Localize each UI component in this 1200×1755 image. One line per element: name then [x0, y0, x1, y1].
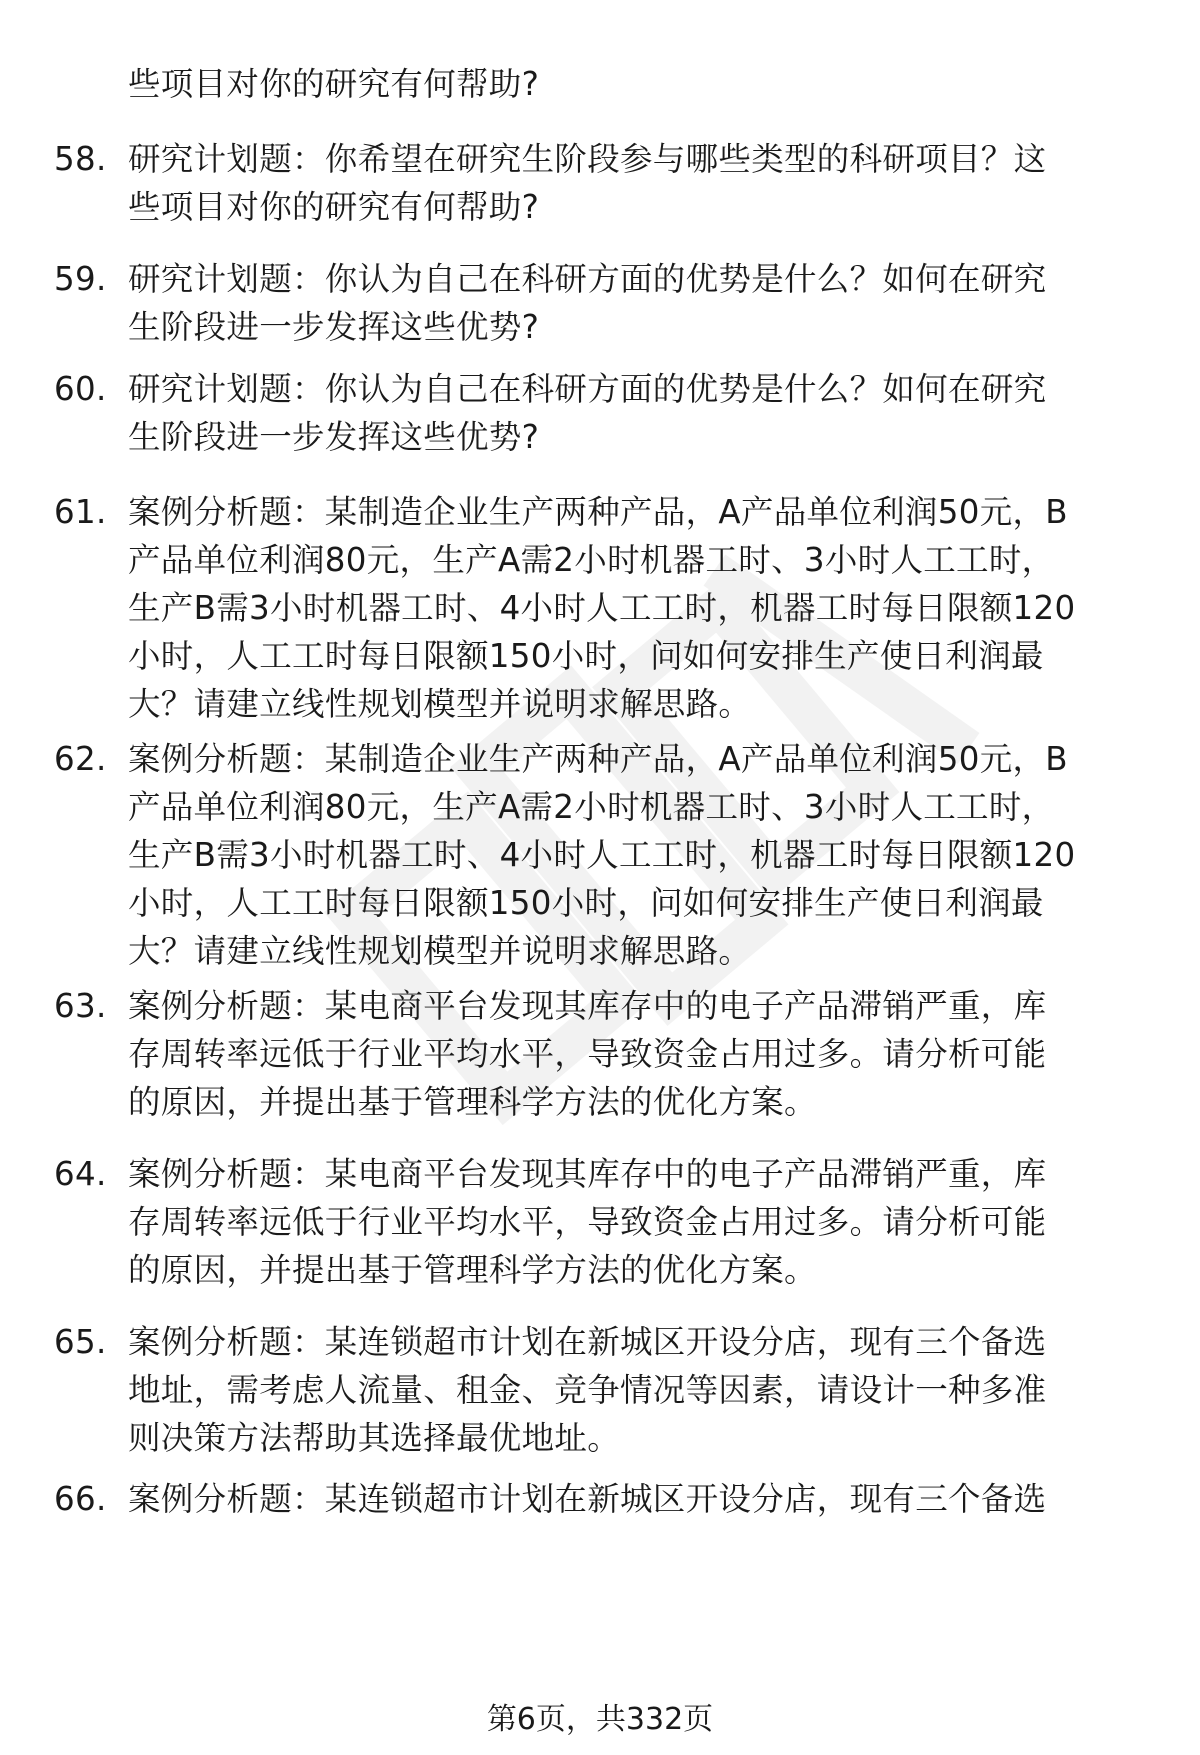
question-number: 60. — [54, 370, 107, 408]
question-text — [128, 488, 1178, 728]
question-text-line: 案例分析题：某电商平台发现其库存中的电子产品滞销严重，库 — [128, 1155, 1047, 1193]
question-text-line: 案例分析题：某电商平台发现其库存中的电子产品滞销严重，库 — [128, 987, 1047, 1025]
question-text — [128, 1318, 1178, 1462]
question-text-line: 的原因，并提出基于管理科学方法的优化方案。 — [128, 1251, 817, 1289]
question-number: 64. — [54, 1155, 107, 1193]
question-text — [128, 365, 1178, 461]
question-text — [128, 982, 1178, 1126]
question-text-line: 生产B需3小时机器工时、4小时人工工时，机器工时每日限额120 — [128, 836, 1076, 874]
question-text-line: 的原因，并提出基于管理科学方法的优化方案。 — [128, 1083, 817, 1121]
question-text — [128, 135, 1178, 231]
question-text-line: 案例分析题：某连锁超市计划在新城区开设分店，现有三个备选 — [128, 1480, 1047, 1518]
question-text-line: 研究计划题：你认为自己在科研方面的优势是什么？如何在研究 — [128, 370, 1047, 408]
question-text-line: 研究计划题：你认为自己在科研方面的优势是什么？如何在研究 — [128, 260, 1047, 298]
question-text-line: 产品单位利润80元，生产A需2小时机器工时、3小时人工工时， — [128, 788, 1055, 826]
question-number: 65. — [54, 1323, 107, 1361]
question-text — [128, 1475, 1178, 1523]
question-text-line: 些项目对你的研究有何帮助? — [128, 188, 540, 226]
question-text-line: 案例分析题：某制造企业生产两种产品，A产品单位利润50元，B — [128, 740, 1068, 778]
continuation-line: 些项目对你的研究有何帮助? — [128, 65, 540, 103]
question-text-line: 案例分析题：某制造企业生产两种产品，A产品单位利润50元，B — [128, 493, 1068, 531]
question-text-line: 产品单位利润80元，生产A需2小时机器工时、3小时人工工时， — [128, 541, 1055, 579]
question-text-line: 大？请建立线性规划模型并说明求解思路。 — [128, 932, 752, 970]
question-text-line: 研究计划题：你希望在研究生阶段参与哪些类型的科研项目？这 — [128, 140, 1047, 178]
page-footer: 第6页，共332页 — [486, 1702, 714, 1737]
question-number: 58. — [54, 140, 107, 178]
question-text-line: 则决策方法帮助其选择最优地址。 — [128, 1419, 621, 1457]
question-text-line: 案例分析题：某连锁超市计划在新城区开设分店，现有三个备选 — [128, 1323, 1047, 1361]
question-number: 62. — [54, 740, 107, 778]
question-text-line: 大？请建立线性规划模型并说明求解思路。 — [128, 685, 752, 723]
question-text — [128, 1150, 1178, 1294]
question-number: 59. — [54, 260, 107, 298]
question-text-line: 生产B需3小时机器工时、4小时人工工时，机器工时每日限额120 — [128, 589, 1076, 627]
question-number: 66. — [54, 1480, 107, 1518]
question-text-line: 小时，人工工时每日限额150小时，问如何安排生产使日利润最 — [128, 884, 1044, 922]
question-text-line: 地址，需考虑人流量、租金、竞争情况等因素，请设计一种多准 — [128, 1371, 1047, 1409]
question-number: 61. — [54, 493, 107, 531]
question-text-line: 存周转率远低于行业平均水平，导致资金占用过多。请分析可能 — [128, 1203, 1047, 1241]
question-number: 63. — [54, 987, 107, 1025]
question-text — [128, 255, 1178, 351]
question-text-line: 存周转率远低于行业平均水平，导致资金占用过多。请分析可能 — [128, 1035, 1047, 1073]
question-text-line: 小时，人工工时每日限额150小时，问如何安排生产使日利润最 — [128, 637, 1044, 675]
question-text — [128, 735, 1178, 975]
question-text-line: 生阶段进一步发挥这些优势? — [128, 308, 540, 346]
question-text-line: 生阶段进一步发挥这些优势? — [128, 418, 540, 456]
